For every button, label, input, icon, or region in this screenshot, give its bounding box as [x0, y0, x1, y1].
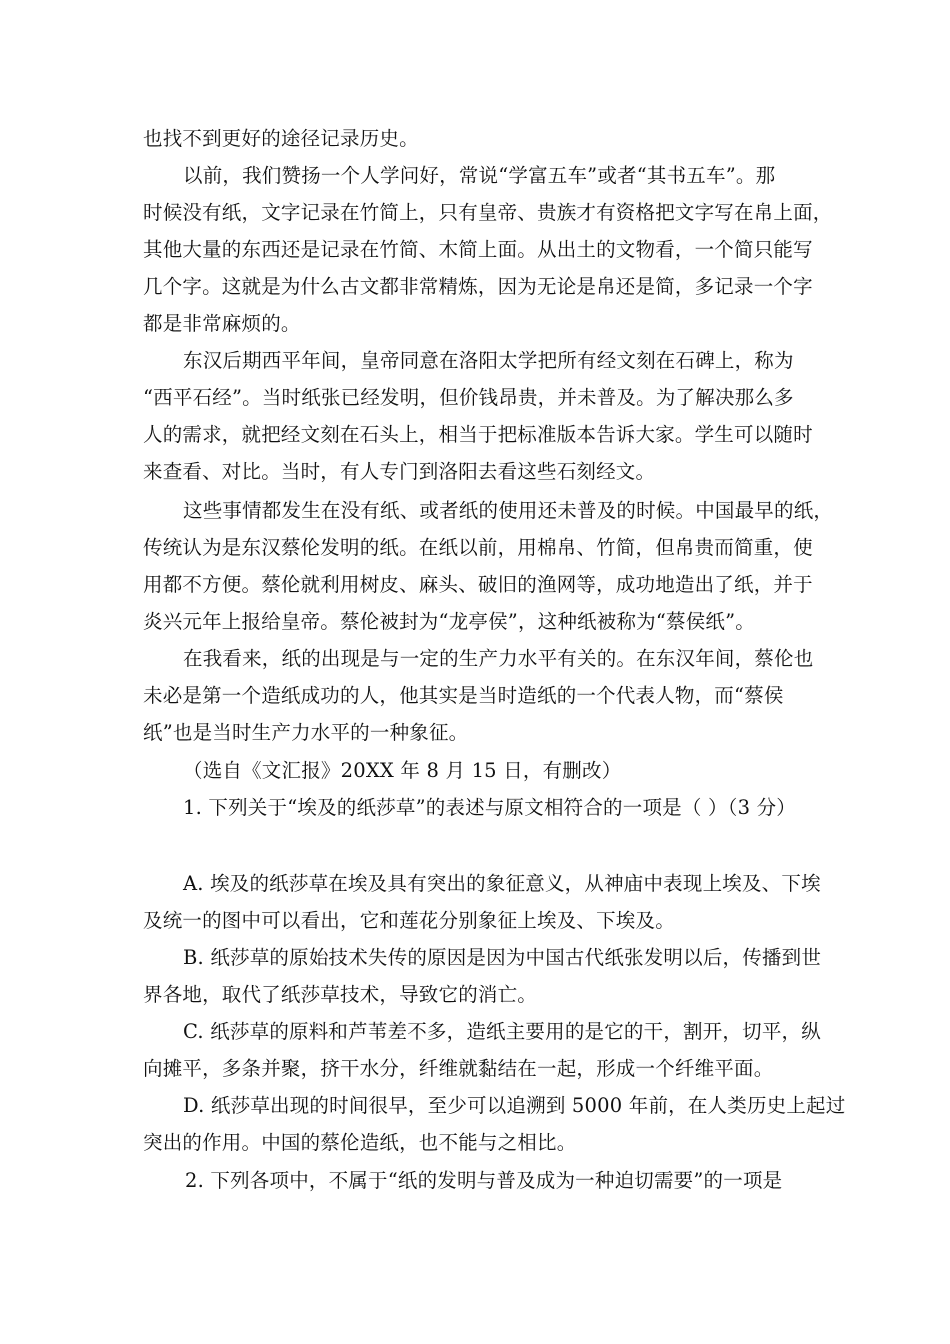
question-1: 1. 下列关于“埃及的纸莎草”的表述与原文相符合的一项是（ ）（3 分）	[183, 796, 796, 819]
text-line: 未必是第一个造纸成功的人，他其实是当时造纸的一个代表人物，而“蔡侯	[143, 684, 784, 707]
paragraph-start-line: 这些事情都发生在没有纸、或者纸的使用还未普及的时候。中国最早的纸，	[183, 499, 834, 522]
option-b-line: 界各地，取代了纸莎草技术，导致它的消亡。	[143, 983, 538, 1006]
text-line: 几个字。这就是为什么古文都非常精炼，因为无论是帛还是简，多记录一个字	[143, 275, 813, 298]
option-a-line: A. 埃及的纸莎草在埃及具有突出的象征意义，从神庙中表现上埃及、下埃	[183, 872, 821, 895]
paragraph-start-line: 以前，我们赞扬一个人学问好，常说“学富五车”或者“其书五车”。那	[183, 164, 776, 187]
text-line: 来查看、对比。当时，有人专门到洛阳去看这些石刻经文。	[143, 460, 656, 483]
question-2: 2. 下列各项中，不属于“纸的发明与普及成为一种迫切需要”的一项是	[185, 1169, 783, 1192]
source-citation: （选自《文汇报》20XX 年 8 月 15 日，有删改）	[183, 759, 622, 782]
option-b-line: B. 纸莎草的原始技术失传的原因是因为中国古代纸张发明以后，传播到世	[183, 946, 822, 969]
text-line: 也找不到更好的途径记录历史。	[143, 127, 419, 150]
text-line: 用都不方便。蔡伦就利用树皮、麻头、破旧的渔网等，成功地造出了纸，并于	[143, 573, 813, 596]
option-c-line: 向摊平，多条并聚，挤干水分，纤维就黏结在一起，形成一个纤维平面。	[143, 1057, 774, 1080]
text-line: “西平石经”。当时纸张已经发明，但价钱昂贵，并未普及。为了解决那么多	[143, 386, 794, 409]
text-line: 时候没有纸，文字记录在竹简上，只有皇帝、贵族才有资格把文字写在帛上面，	[143, 201, 833, 224]
option-d-line: D. 纸莎草出现的时间很早，至少可以追溯到 5000 年前，在人类历史上起过	[183, 1094, 846, 1117]
text-line: 其他大量的东西还是记录在竹简、木简上面。从出土的文物看，一个简只能写	[143, 238, 813, 261]
paragraph-start-line: 东汉后期西平年间，皇帝同意在洛阳太学把所有经文刻在石碑上，称为	[183, 349, 794, 372]
text-line: 人的需求，就把经文刻在石头上，相当于把标准版本告诉大家。学生可以随时	[143, 423, 813, 446]
text-line: 都是非常麻烦的。	[143, 312, 301, 335]
option-a-line: 及统一的图中可以看出，它和莲花分别象征上埃及、下埃及。	[143, 909, 675, 932]
text-line: 传统认为是东汉蔡伦发明的纸。在纸以前，用棉帛、竹简，但帛贵而简重，使	[143, 536, 813, 559]
paragraph-start-line: 在我看来，纸的出现是与一定的生产力水平有关的。在东汉年间，蔡伦也	[183, 647, 814, 670]
option-c-line: C. 纸莎草的原料和芦苇差不多，造纸主要用的是它的干，割开，切平，纵	[183, 1020, 821, 1043]
text-line: 炎兴元年上报给皇帝。蔡伦被封为“龙亭侯”，这种纸被称为“蔡侯纸”。	[143, 610, 755, 633]
text-line: 纸”也是当时生产力水平的一种象征。	[143, 721, 469, 744]
option-d-line: 突出的作用。中国的蔡伦造纸，也不能与之相比。	[143, 1131, 577, 1154]
